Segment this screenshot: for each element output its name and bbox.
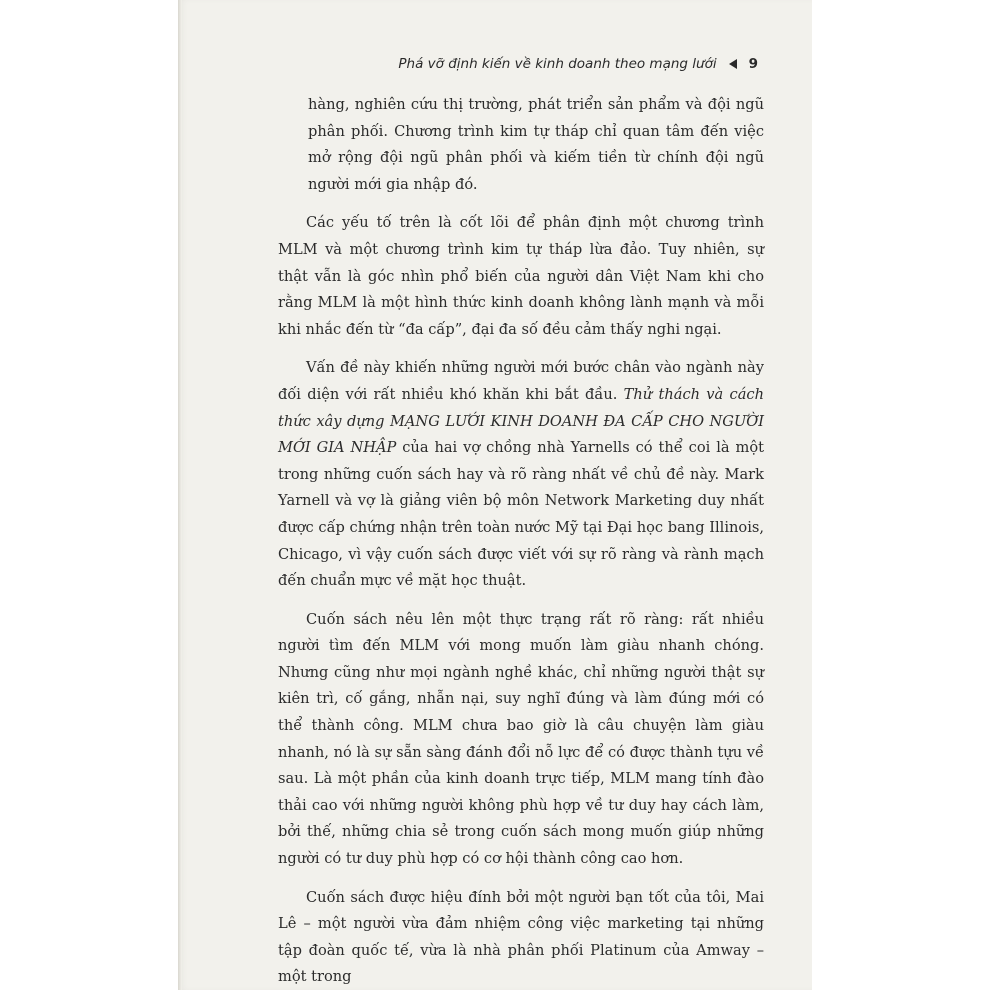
book-page [178, 0, 812, 990]
running-head [398, 56, 758, 72]
book-title-italic: Thử thách và cách thức xây dựng MẠNG LƯỚI KINH DOANH ĐA CẤP CHO NGƯỜI MỚI GIA NHẬP [278, 385, 764, 457]
paragraph-mlm-distinction: Các yếu tố trên là cốt lõi để phân định một chương trình MLM và một chương trình kim tự tháp lừa đảo. Tuy nhiên, sự thật vẫn là góc nhìn phổ biến của người dân Việt Nam khi cho rằng MLM là một hình thức kinh doanh không lành mạnh và mỗi khi nhắc đến từ “đa cấp”, đại đa số đều cảm thấy nghi ngại. [278, 214, 764, 338]
paragraph-book-intro [278, 355, 764, 594]
paragraph-book-intro-end: của hai vợ chồng nhà Yarnells có thể coi là một trong những cuốn sách hay và rõ ràng nhất về chủ đề này. Mark Yarnell và vợ là giảng viên bộ môn Network Marketing duy nhất được cấp chứng nhận trên toàn nước Mỹ tại Đại học bang Illinois, Chicago, vì vậy cuốn sách được viết với sự rõ ràng và rành mạch đến chuẩn mực về mặt học thuật. [278, 439, 764, 590]
left-triangle-icon [729, 59, 737, 69]
running-head-title: Phá vỡ định kiến về kinh doanh theo mạng lưới [398, 56, 717, 72]
body-text [278, 92, 764, 990]
paragraph-book-intro-start: Vấn đề này khiến những người mới bước chân vào ngành này đối diện với rất nhiều khó khăn khi bắt đầu. [278, 359, 764, 403]
page-edge-shadow [178, 0, 182, 990]
page-number: 9 [748, 56, 758, 72]
paragraph-book-reality: Cuốn sách nêu lên một thực trạng rất rõ ràng: rất nhiều người tìm đến MLM với mong muốn làm giàu nhanh chóng. Nhưng cũng như mọi ngành nghề khác, chỉ những người thật sự kiên trì, cố gắng, nhẫn nại, suy nghĩ đúng và làm đúng mới có thể thành công. MLM chưa bao giờ là câu chuyện làm giàu nhanh, nó là sự sẵn sàng đánh đổi nỗ lực để có được thành tựu về sau. Là một phần của kinh doanh trực tiếp, MLM mang tính đào thải cao với những người không phù hợp về tư duy hay cách làm, bởi thế, những chia sẻ trong cuốn sách mong muốn giúp những người có tư duy phù hợp có cơ hội thành công cao hơn. [278, 610, 764, 868]
paragraph-continuation: hàng, nghiên cứu thị trường, phát triển sản phẩm và đội ngũ phân phối. Chương trình kim tự tháp chỉ quan tâm đến việc mở rộng đội ngũ phân phối và kiếm tiền từ chính đội ngũ người mới gia nhập đó. [308, 96, 764, 193]
paragraph-editor: Cuốn sách được hiệu đính bởi một người bạn tốt của tôi, Mai Lê – một người vừa đảm nhiệm công việc marketing tại những tập đoàn quốc tế, vừa là nhà phân phối Platinum của Amway – một trong [278, 888, 764, 986]
